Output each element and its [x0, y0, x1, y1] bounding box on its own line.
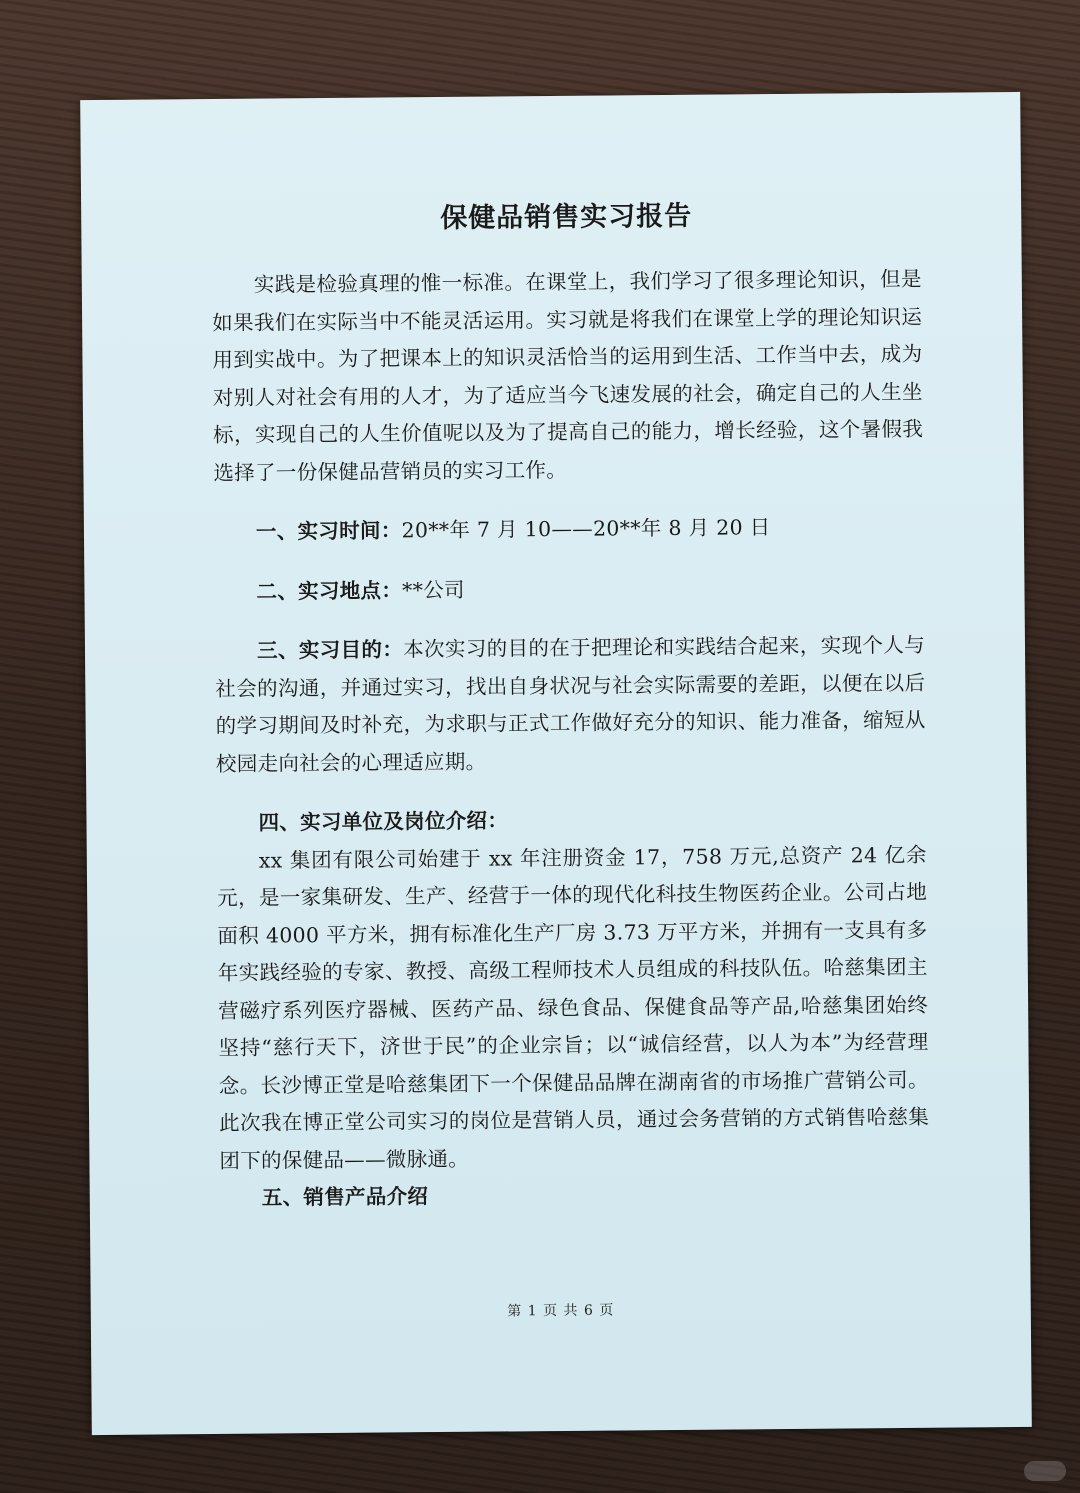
document-page — [80, 92, 1032, 1435]
section-label: 二、实习地点： — [256, 577, 403, 604]
document-title: 保健品销售实习报告 — [440, 200, 693, 234]
section-value: **公司 — [401, 577, 465, 602]
document-content — [211, 193, 930, 1218]
page-footer: 第 1 页 共 6 页 — [507, 1302, 615, 1320]
intro-paragraph: 实践是检验真理的惟一标准。在课堂上，我们学习了很多理论知识，但是如果我们在实际当中不能灵活运用。实习就是将我们在课堂上学的理论知识运用到实战中。为了把课本上的知识灵活恰当的运用到生活、工作当中去，成为对别人对社会有用的人才，为了适应当今飞速发展的社会，确定自己的人生坐标，实现自己的人生价值呢以及为了提高自己的能力，增长经验，这个暑假我选择了一份保健品营销员的实习工作。 — [212, 266, 924, 485]
section-internship-location — [214, 567, 924, 611]
section-label: 一、实习时间： — [255, 518, 402, 544]
section-company-heading: 四、实习单位及岗位介绍： — [258, 808, 509, 835]
section-company-body: xx 集团有限公司始建于 xx 年注册资金 17，758 万元,总资产 24 亿余元，是一家集研发、生产、经营于一体的现代化科技生物医药企业。公司占地面积 4000 平方米，拥有标准化生产厂房 3.73 万平方米，并拥有一支具有多年实践经验的专家、教授、高级工程师技术人员组成的科技队伍。哈慈集团主营磁疗系列医疗器械、医药产品、绿色食品、保健食品等产品,哈慈集团始终坚持“慈行天下，济世于民”的企业宗旨；以“诚信经营，以人为本”为经营理念。长沙博正堂是哈慈集团下一个保健品品牌在湖南省的市场推广营销公司。此次我在博正堂公司实习的岗位是营销人员，通过会务营销的方式销售哈慈集团下的保健品——微脉通。 — [217, 842, 930, 1173]
section-internship-time — [214, 508, 924, 552]
watermark-badge — [1024, 1461, 1066, 1481]
section-internship-purpose — [215, 627, 926, 783]
section-product-heading: 五、销售产品介绍 — [261, 1184, 429, 1210]
section-label: 三、实习目的： — [256, 637, 404, 663]
section-value: 20**年 7 月 10——20**年 8 月 20 日 — [401, 515, 771, 543]
section-value: 本次实习的目的在于把理论和实践结合起来，实现个人与社会的沟通，并通过实习，找出自身状况与社会实际需要的差距，以便在以后的学习期间及时补充，为求职与正式工作做好充分的知识、能力准备，缩短从校园走向社会的心理适应期。 — [215, 632, 926, 776]
